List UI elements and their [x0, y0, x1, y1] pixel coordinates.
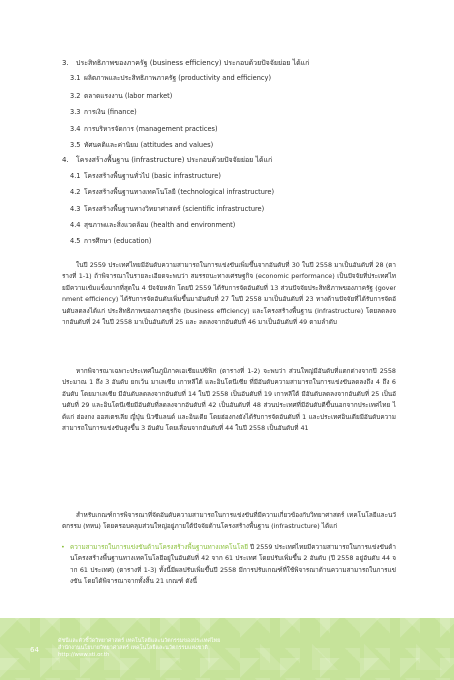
- list-item-3: [62, 58, 309, 68]
- bullet-dot-icon: •: [61, 543, 65, 551]
- sub-number: 3.1: [70, 74, 81, 82]
- sub-number: 4.1: [70, 172, 81, 180]
- sub-number: 4.3: [70, 205, 81, 213]
- sub-number: 3.5: [70, 141, 81, 149]
- bullet-tech-infrastructure: [61, 542, 396, 588]
- sub-item-3-2: [70, 91, 172, 101]
- sub-item-3-1: [70, 73, 271, 83]
- sub-item-4-5: [70, 236, 151, 246]
- sub-text: ทัศนคติและค่านิยม (attitudes and values): [84, 141, 214, 149]
- page-number: 64: [30, 646, 39, 654]
- paragraph-ranking-2016: ในปี 2559 ประเทศไทยมีอันดับความสามารถในการแข่งขันเพิ่มขึ้นจากอันดับที่ 30 ในปี 2558 มาเป็นอันดับที่ 28 (ตารางที่ 1-1) ถ้าพิจารณาในรายละเอียดจะพบว่า สมรรถนะทางเศรษฐกิจ (economic performance) เป็นปัจจัยที่ประเทศไทยมีความเข้มแข็งมากที่สุดใน 4 ปัจจัยหลัก โดยปี 2559 ได้รับการจัดอันดับที่ 13 ส่วนปัจจัยประสิทธิภาพของภาครัฐ (government efficiency) ได้รับการจัดอันดับเพิ่มขึ้นมาอันดับที่ 27 ในปี 2558 มาเป็นอันดับที่ 23 ทางด้านปัจจัยที่ได้รับการจัดอันดับลดลงได้แก่ ประสิทธิภาพของภาคธุรกิจ (business efficiency) และโครงสร้างพื้นฐาน (infrastructure) โดยลดลงจากอันดับที่ 24 ในปี 2558 มาเป็นอันดับที่ 25 และ ลดลงจากอันดับที่ 46 มาเป็นอันดับที่ 49 ตามลำดับ: [62, 261, 396, 327]
- footer-link[interactable]: http://www.sti.or.th: [58, 652, 110, 658]
- sub-number: 4.4: [70, 221, 81, 229]
- list-text: โครงสร้างพื้นฐาน (infrastructure) ประกอบด้วยปัจจัยย่อย ได้แก่: [76, 156, 273, 164]
- sub-text: ผลิตภาพและประสิทธิภาพภาครัฐ (productivity and efficiency): [84, 74, 272, 82]
- sub-text: การบริหารจัดการ (management practices): [84, 125, 218, 133]
- sub-number: 3.4: [70, 125, 81, 133]
- list-number: 3.: [62, 59, 69, 67]
- footer-line-2: สำนักงานนโยบายวิทยาศาสตร์ เทคโนโลยีและนวัตกรรมแห่งชาติ: [58, 645, 208, 651]
- list-number: 4.: [62, 156, 69, 164]
- paragraph-asia-pacific: หากพิจารณาเฉพาะประเทศในภูมิภาคเอเชียแปซิฟิก (ตารางที่ 1-2) จะพบว่า ส่วนใหญ่มีอันดับที่แตกต่างจากปี 2558 ประมาณ 1 ถึง 3 อันดับ ยกเว้น มาเลเซีย เกาหลีใต้ และอินโดนีเซีย ที่มีอันดับความสามารถในการแข่งขันลดลงถึง 4 ถึง 6 อันดับ โดยมาเลเซีย มีอันดับลดลงจากอันดับที่ 14 ในปี 2558 เป็นอันดับที่ 19 เกาหลีใต้ มีอันดับลดลงจากอันดับที่ 25 เป็นอันดับที่ 29 และอินโดนีเซียมีอันดับที่ลดลงจากอันดับที่ 42 เป็นอันดับที่ 48 ส่วนประเทศที่มีอันดับดีขึ้นนอกจากประเทศไทย ได้แก่ ฮ่องกง ออสเตรเลีย ญี่ปุ่น นิวซีแลนด์ และอินเดีย โดยฮ่องกงยังได้รับการจัดอันดับที่ 1 และประเทศอินเดียมีอันดับความสามารถในการแข่งขันสูงขึ้น 3 อันดับ โดยเลื่อนจากอันดับที่ 44 ในปี 2558 เป็นอันดับที่ 41: [62, 367, 396, 433]
- footer-line-1: ดัชนีและตัวชี้วัดวิทยาศาสตร์ เทคโนโลยีและนวัตกรรมของประเทศไทย: [58, 638, 221, 644]
- sub-number: 3.3: [70, 108, 81, 116]
- sub-text: ตลาดแรงงาน (labor market): [84, 92, 173, 100]
- sub-item-3-4: [70, 124, 218, 134]
- paragraph-sti-criteria: สำหรับเกณฑ์การพิจารณาที่จัดอันดับความสามารถในการแข่งขันที่มีความเกี่ยวข้องกับวิทยาศาสตร์ เทคโนโลยีและนวัตกรรม (ทหน) โดยครอบคลุมส่วนใหญ่อยู่ภายใต้ปัจจัยด้านโครงสร้างพื้นฐาน (infrastructure) ได้แก่: [62, 511, 396, 531]
- sub-item-4-3: [70, 204, 264, 214]
- sub-text: การศึกษา (education): [84, 237, 152, 245]
- sub-item-4-2: [70, 187, 274, 197]
- sub-text: โครงสร้างพื้นฐานทั่วไป (basic infrastructure): [84, 172, 221, 180]
- sub-number: 3.2: [70, 92, 81, 100]
- sub-item-4-4: [70, 220, 235, 230]
- list-text: ประสิทธิภาพของภาครัฐ (business efficiency) ประกอบด้วยปัจจัยย่อย ได้แก่: [76, 59, 310, 67]
- sub-item-3-3: [70, 107, 137, 117]
- footer-text: [58, 638, 220, 659]
- bullet-lead: ความสามารถในการแข่งขันด้านโครงสร้างพื้นฐานทางเทคโนโลยี: [70, 543, 248, 551]
- sub-text: สุขภาพและสิ่งแวดล้อม (health and environment): [84, 221, 236, 229]
- sub-number: 4.2: [70, 188, 81, 196]
- sub-text: โครงสร้างพื้นฐานทางวิทยาศาสตร์ (scientific infrastructure): [84, 205, 265, 213]
- sub-text: การเงิน (finance): [84, 108, 137, 116]
- sub-item-3-5: [70, 140, 213, 150]
- list-item-4: [62, 155, 272, 165]
- sub-number: 4.5: [70, 237, 81, 245]
- sub-item-4-1: [70, 171, 221, 181]
- sub-text: โครงสร้างพื้นฐานทางเทคโนโลยี (technological infrastructure): [84, 188, 275, 196]
- bullet-text: ปี 2559 ประเทศไทยมีความสามารถในการแข่งขันด้านโครงสร้างพื้นฐานทางเทคโนโลยีอยู่ในอันดับที่ 42 จาก 61 ประเทศ โดยปรับเพิ่มขึ้น 2 อันดับ (ปี 2558 อยู่อันดับ 44 จาก 61 ประเทศ) (ตารางที่ 1-3) ทั้งนี้มีผลปรับเพิ่มขึ้นปี 2558 มีการปรับเกณฑ์ที่ใช้พิจารณาด้านความสามารถในการแข่งขัน โดยได้พิจารณาจากทั้งสิ้น 21 เกณฑ์ ดังนี้: [70, 543, 396, 586]
